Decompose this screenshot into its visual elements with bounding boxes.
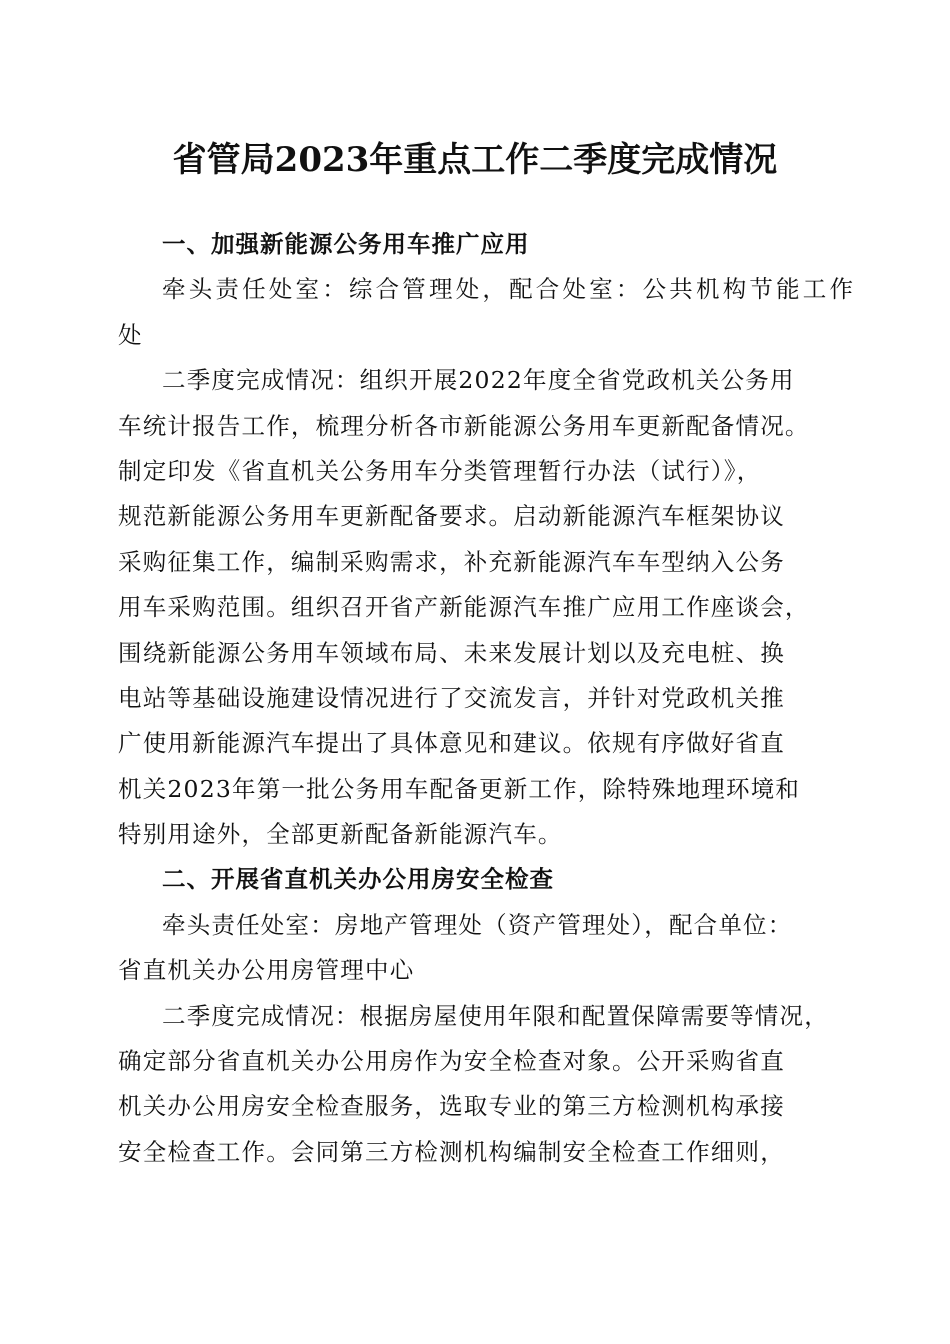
paragraph-line: 采购征集工作，编制采购需求，补充新能源汽车车型纳入公务 [118,547,785,576]
paragraph-line: 牵头责任处室：房地产管理处（资产管理处），配合单位： [162,910,793,939]
paragraph-line: 机关2023年第一批公务用车配备更新工作，除特殊地理环境和 [118,774,801,803]
paragraph-line: 制定印发《省直机关公务用车分类管理暂行办法（试行）》， [118,456,762,485]
section-heading-1: 一、加强新能源公务用车推广应用 [162,230,530,258]
paragraph-line: 特别用途外，全部更新配备新能源汽车。 [118,820,563,849]
paragraph-line: 围绕新能源公务用车领域布局、未来发展计划以及充电桩、换 [118,638,785,667]
paragraph-line: 省直机关办公用房管理中心 [118,956,415,985]
paragraph-line: 广使用新能源汽车提出了具体意见和建议。依规有序做好省直 [118,729,785,758]
paragraph-line: 二季度完成情况：组织开展2022年度全省党政机关公务用 [162,366,795,395]
paragraph-line: 确定部分省直机关办公用房作为安全检查对象。公开采购省直 [118,1047,785,1076]
paragraph-line: 处 [118,320,145,349]
document-title: 省管局2023年重点工作二季度完成情况 [172,140,778,180]
paragraph-line: 安全检查工作。会同第三方检测机构编制安全检查工作细则， [118,1137,785,1166]
paragraph-line: 用车采购范围。组织召开省产新能源汽车推广应用工作座谈会， [118,593,810,622]
section-heading-2: 二、开展省直机关办公用房安全检查 [162,865,554,894]
paragraph-line: 二季度完成情况：根据房屋使用年限和配置保障需要等情况， [162,1001,829,1030]
paragraph-line: 电站等基础设施建设情况进行了交流发言，并针对党政机关推 [118,683,785,712]
document-body [118,222,857,1175]
paragraph-line: 车统计报告工作，梳理分析各市新能源公务用车更新配备情况。 [118,411,810,440]
paragraph-line: 规范新能源公务用车更新配备要求。启动新能源汽车框架协议 [118,502,785,531]
paragraph-line: 牵头责任处室：综合管理处，配合处室：公共机构节能工作 [162,275,857,304]
paragraph-line: 机关办公用房安全检查服务，选取专业的第三方检测机构承接 [118,1092,785,1121]
